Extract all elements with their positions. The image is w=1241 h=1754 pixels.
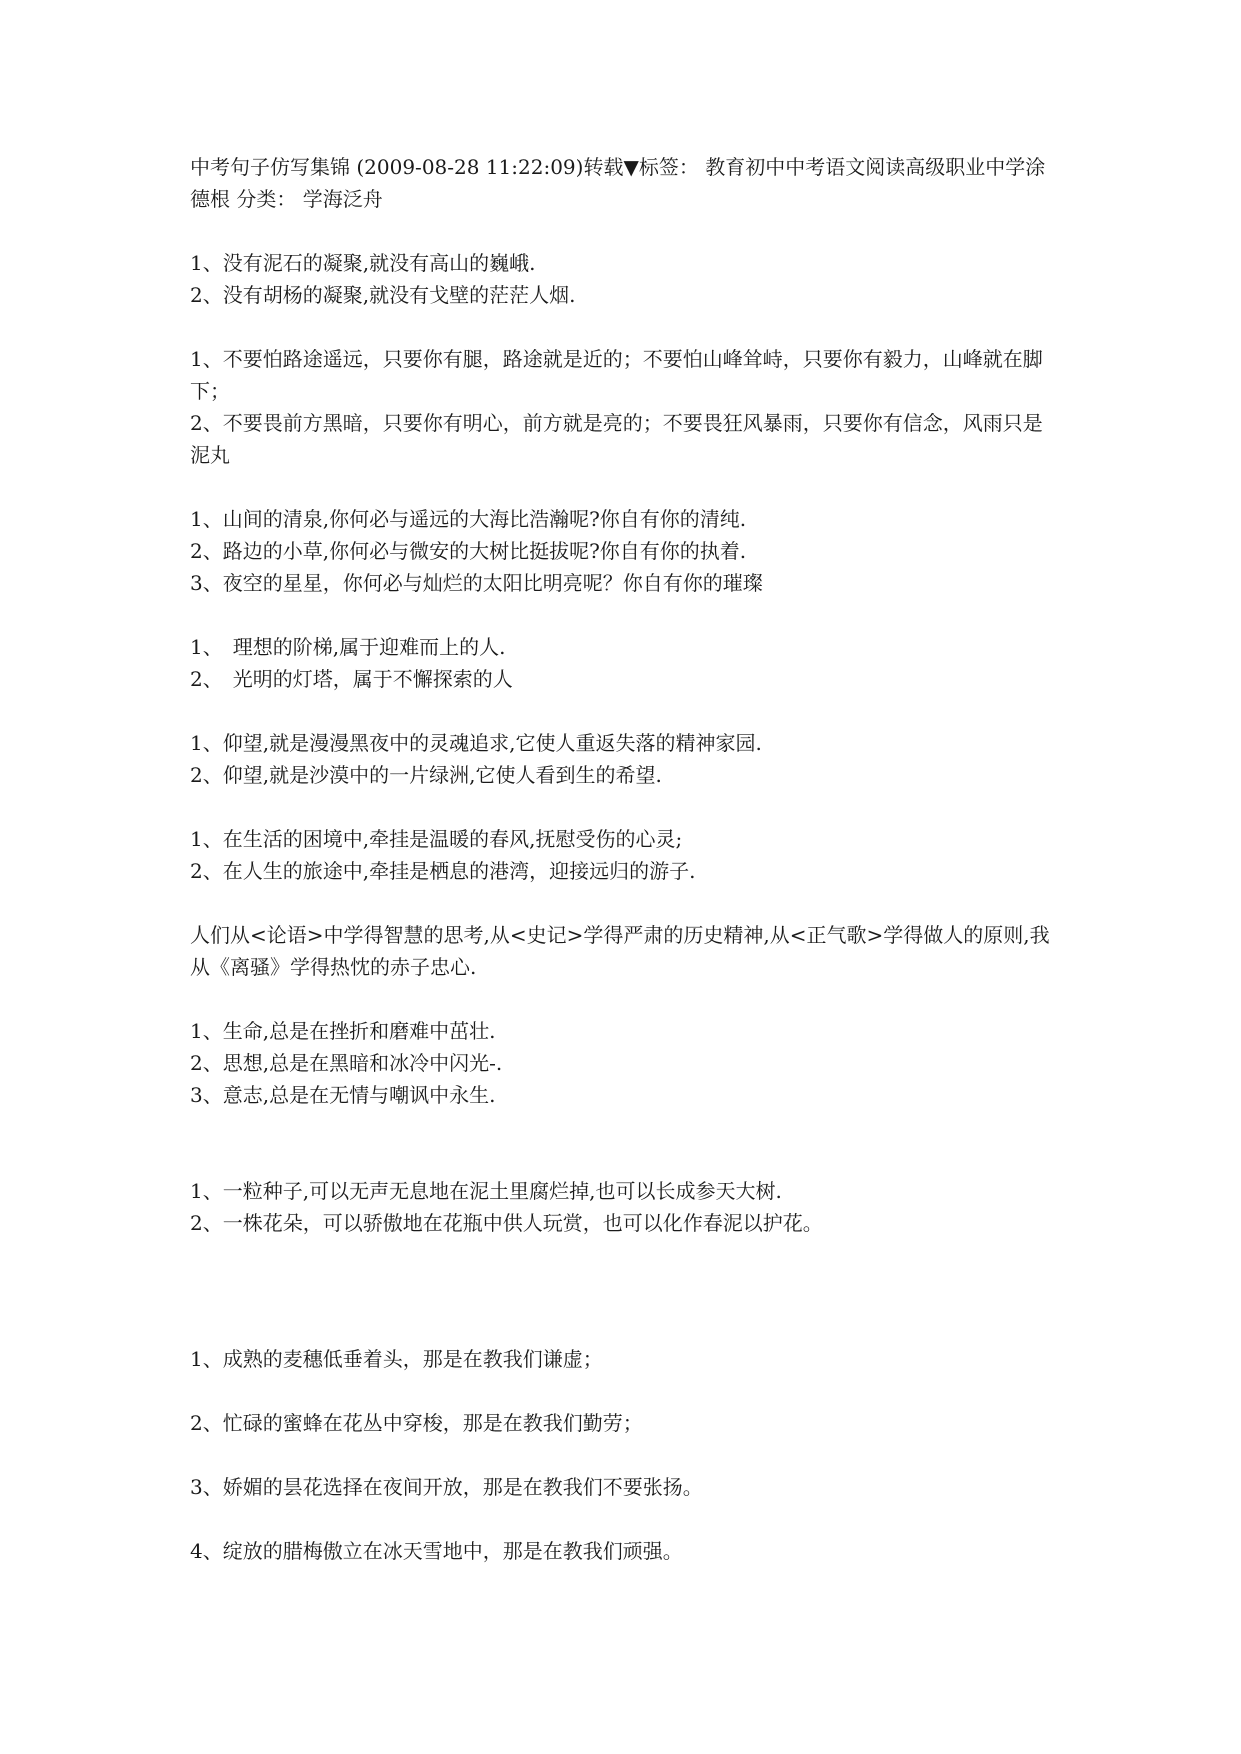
- text-line: 2、路边的小草,你何必与微安的大树比挺拔呢?你自有你的执着.: [190, 539, 747, 563]
- text-line: 1、不要怕路途遥远，只要你有腿，路途就是近的；不要怕山峰耸峙，只要你有毅力，山峰就在脚下；: [190, 347, 1043, 403]
- paragraph-group: [190, 1015, 1060, 1111]
- paragraph-group: [190, 823, 1060, 887]
- text-line: 2、没有胡杨的凝聚,就没有戈壁的茫茫人烟.: [190, 283, 576, 307]
- paragraph-group: [190, 919, 1060, 983]
- text-line: 1、生命,总是在挫折和磨难中茁壮.: [190, 1019, 496, 1043]
- paragraph-group: [190, 1343, 1060, 1567]
- text-line: 2、 光明的灯塔，属于不懈探索的人: [190, 667, 513, 691]
- text-line: 4、绽放的腊梅傲立在冰天雪地中，那是在教我们顽强。: [190, 1539, 683, 1563]
- text-line: 1、 理想的阶梯,属于迎难而上的人.: [190, 635, 506, 659]
- text-line: 2、不要畏前方黑暗，只要你有明心，前方就是亮的；不要畏狂风暴雨，只要你有信念，风雨只是泥丸: [190, 411, 1043, 467]
- paragraph-group: [190, 343, 1060, 471]
- text-line: 2、仰望,就是沙漠中的一片绿洲,它使人看到生的希望.: [190, 763, 662, 787]
- paragraph-group: [190, 503, 1060, 599]
- paragraph-group: [190, 631, 1060, 695]
- text-line: 2、忙碌的蜜蜂在花丛中穿梭，那是在教我们勤劳；: [190, 1411, 643, 1435]
- text-line: 1、一粒种子,可以无声无息地在泥土里腐烂掉,也可以长成参天大树.: [190, 1179, 782, 1203]
- document-body: [190, 151, 1060, 1567]
- text-line: 1、没有泥石的凝聚,就没有高山的巍峨.: [190, 251, 536, 275]
- text-line: 3、意志,总是在无情与嘲讽中永生.: [190, 1083, 496, 1107]
- text-line: 1、山间的清泉,你何必与遥远的大海比浩瀚呢?你自有你的清纯.: [190, 507, 747, 531]
- text-line: 人们从<论语>中学得智慧的思考,从<史记>学得严肃的历史精神,从<正气歌>学得做人的原则,我从《离骚》学得热忱的赤子忠心.: [190, 923, 1050, 979]
- text-line: 1、在生活的困境中,牵挂是温暖的春风,抚慰受伤的心灵;: [190, 827, 683, 851]
- text-line: 3、娇媚的昙花选择在夜间开放，那是在教我们不要张扬。: [190, 1475, 703, 1499]
- text-line: 2、一株花朵，可以骄傲地在花瓶中供人玩赏，也可以化作春泥以护花。: [190, 1211, 823, 1235]
- text-line: 1、仰望,就是漫漫黑夜中的灵魂追求,它使人重返失落的精神家园.: [190, 731, 762, 755]
- text-line: 1、成熟的麦穗低垂着头，那是在教我们谦虚；: [190, 1347, 603, 1371]
- text-line: 2、思想,总是在黑暗和冰冷中闪光-.: [190, 1051, 503, 1075]
- text-line: 2、在人生的旅途中,牵挂是栖息的港湾，迎接远归的游子.: [190, 859, 696, 883]
- paragraph-group: [190, 1175, 1060, 1239]
- text-line: 3、夜空的星星，你何必与灿烂的太阳比明亮呢？你自有你的璀璨: [190, 571, 763, 595]
- paragraph-group: [190, 247, 1060, 311]
- document-header: 中考句子仿写集锦 (2009-08-28 11:22:09)转载▼标签： 教育初中中考语文阅读高级职业中学涂德根 分类： 学海泛舟: [190, 155, 1046, 211]
- paragraph-group: [190, 727, 1060, 791]
